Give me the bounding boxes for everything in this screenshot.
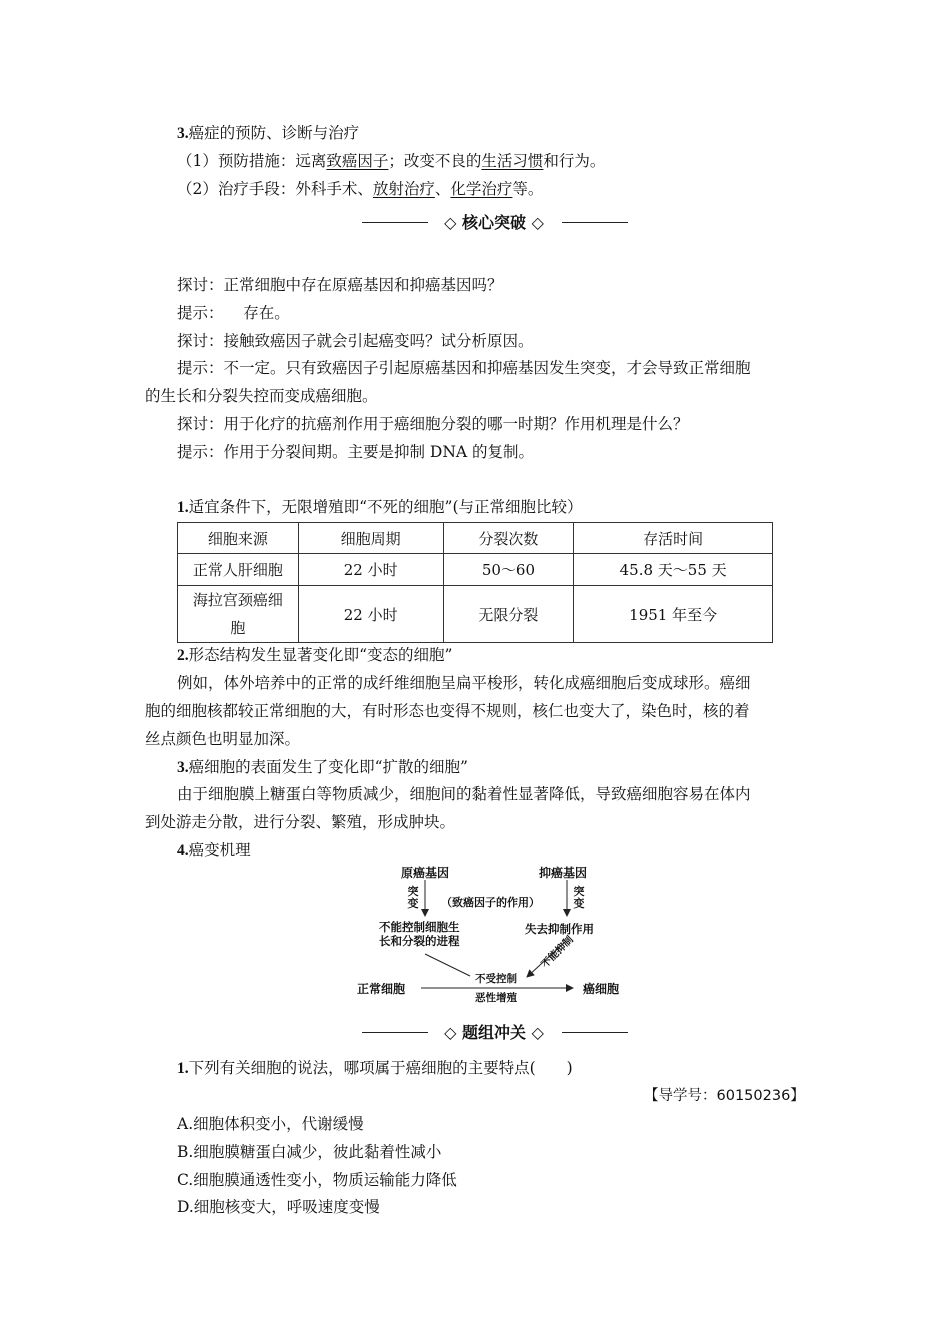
point-heading: 3.癌细胞的表面发生了变化即“扩散的细胞” <box>177 758 468 776</box>
discussion-line: 提示：不一定。只有致癌因子引起原癌基因和抑癌基因发生突变，才会导致正常细胞 <box>177 359 751 377</box>
uncontrolled-label: 不受控制 <box>475 973 517 985</box>
underlined-term: 致癌因子 <box>326 152 389 170</box>
discussion-line: 提示：作用于分裂间期。主要是抑制 DNA 的复制。 <box>177 443 535 461</box>
table-header-cell: 细胞周期 <box>298 523 443 554</box>
cannot-inhibit-label: 不能抑制 <box>539 934 576 971</box>
discussion-line: 探讨：接触致癌因子就会引起癌变吗？试分析原因。 <box>177 332 534 350</box>
table-row <box>178 554 773 586</box>
answer-option-c[interactable]: C.细胞膜通透性变小，物质运输能力降低 <box>177 1171 457 1189</box>
table-cell: 22 小时 <box>298 586 443 643</box>
lose-inhibition-label: 失去抑制作用 <box>525 922 594 936</box>
section-heading: 3.癌症的预防、诊断与治疗 <box>177 124 360 142</box>
body-line: 到处游走分散，进行分裂、繁殖，形成肿块。 <box>145 813 456 831</box>
discussion-line: 探讨：用于化疗的抗癌剂作用于癌细胞分裂的哪一时期？作用机理是什么？ <box>177 415 689 433</box>
treatment-line: （2）治疗手段：外科手术、放射治疗、化学治疗等。 <box>177 180 544 198</box>
banner-rule-right <box>562 1032 628 1033</box>
discussion-line: 的生长和分裂失控而变成癌细胞。 <box>145 387 378 405</box>
discussion-line: 探讨：正常细胞中存在原癌基因和抑癌基因吗？ <box>177 276 503 294</box>
mutation-label-right: 突 变 <box>573 885 585 910</box>
cannot-control-label: 不能控制细胞生 长和分裂的进程 <box>379 920 460 948</box>
table-cell: 50～60 <box>443 554 574 586</box>
diamond-icon: ◇ <box>531 1023 544 1042</box>
proto-oncogene-label: 原癌基因 <box>401 866 450 880</box>
point-heading: 1.适宜条件下，无限增殖即“不死的细胞”(与正常细胞比较） <box>177 498 583 516</box>
table-header-row <box>178 523 773 554</box>
table-header-cell: 存活时间 <box>574 523 773 554</box>
point-heading: 2.形态结构发生显著变化即“变态的细胞” <box>177 646 453 664</box>
underlined-term: 化学治疗 <box>450 180 513 198</box>
comparison-table <box>177 522 773 643</box>
table-cell: 无限分裂 <box>443 586 574 643</box>
underlined-term: 生活习惯 <box>481 152 544 170</box>
mechanism-diagram <box>357 862 632 1002</box>
normal-cell-label: 正常细胞 <box>357 982 406 996</box>
diamond-icon: ◇ <box>444 1023 457 1042</box>
prevention-line: （1）预防措施：远离致癌因子；改变不良的生活习惯和行为。 <box>177 152 606 170</box>
banner-rule-left <box>362 222 428 223</box>
table-cell: 22 小时 <box>298 554 443 586</box>
body-line: 由于细胞膜上糖蛋白等物质减少，细胞间的黏着性显著降低，导致癌细胞容易在体内 <box>177 785 751 803</box>
arrow-cannot-control <box>425 954 470 976</box>
question-stem: 1.下列有关细胞的说法，哪项属于癌细胞的主要特点( ) <box>177 1059 573 1077</box>
discussion-line: 提示： 存在。 <box>177 304 290 322</box>
table-row <box>178 586 773 643</box>
table-cell: 1951 年至今 <box>574 586 773 643</box>
section-banner-exercises <box>360 1021 628 1045</box>
body-line: 例如，体外培养中的正常的成纤维细胞呈扁平梭形，转化成癌细胞后变成球形。癌细 <box>177 674 751 692</box>
answer-option-a[interactable]: A.细胞体积变小，代谢缓慢 <box>177 1115 364 1133</box>
table-header-cell: 分裂次数 <box>443 523 574 554</box>
body-line: 丝点颜色也明显加深。 <box>145 730 301 748</box>
tumor-suppressor-label: 抑癌基因 <box>539 866 588 880</box>
table-cell: 45.8 天～55 天 <box>574 554 773 586</box>
banner-rule-left <box>362 1032 428 1033</box>
reference-number: 【导学号：60150236】 <box>644 1088 805 1104</box>
cancer-cell-label: 癌细胞 <box>583 982 620 996</box>
diamond-icon: ◇ <box>444 213 457 232</box>
section-banner-core <box>360 211 628 235</box>
table-cell: 海拉宫颈癌细 胞 <box>178 586 299 643</box>
point-heading: 4.癌变机理 <box>177 841 251 859</box>
diamond-icon: ◇ <box>531 213 544 232</box>
carcinogen-label: （致癌因子的作用） <box>441 896 540 909</box>
underlined-term: 放射治疗 <box>372 180 435 198</box>
body-line: 胞的细胞核都较正常细胞的大，有时形态也变得不规则，核仁也变大了，染色时，核的着 <box>145 702 750 720</box>
banner-rule-right <box>562 222 628 223</box>
banner-title: ◇ 核心突破 ◇ <box>444 213 544 232</box>
banner-title: ◇ 题组冲关 ◇ <box>444 1023 544 1042</box>
mutation-label-left: 突 变 <box>407 885 419 910</box>
malignant-growth-label: 恶性增殖 <box>475 992 517 1004</box>
table-header-cell: 细胞来源 <box>178 523 299 554</box>
table-cell: 正常人肝细胞 <box>178 554 299 586</box>
answer-option-b[interactable]: B.细胞膜糖蛋白减少，彼此黏着性减小 <box>177 1143 442 1161</box>
answer-option-d[interactable]: D.细胞核变大，呼吸速度变慢 <box>177 1198 380 1216</box>
